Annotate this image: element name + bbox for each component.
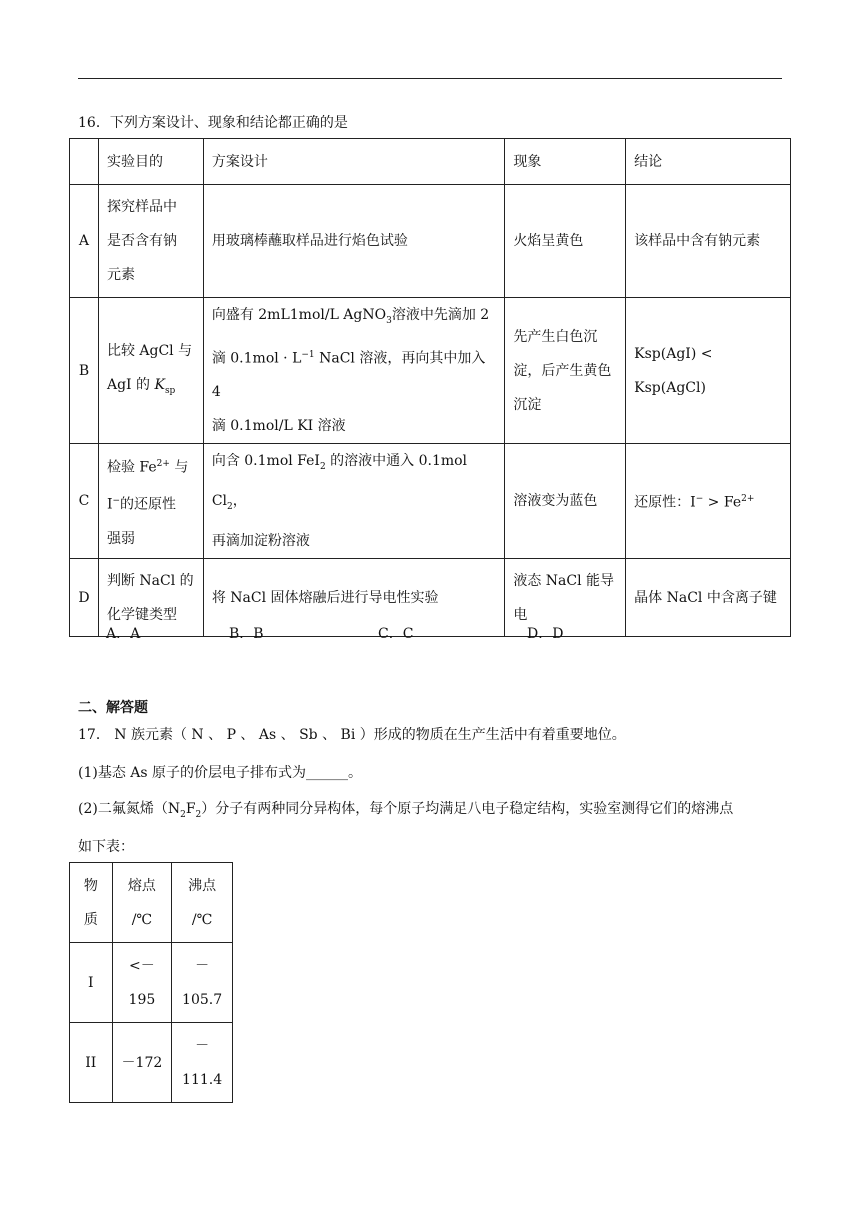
question-17-part-1: (1)基态 As 原子的价层电子排布式为______。: [78, 765, 363, 781]
row-label: B: [70, 298, 99, 444]
header-cell: 方案设计: [203, 139, 505, 185]
phenomenon-cell: 火焰呈黄色: [505, 185, 626, 298]
question-17-stem: 17． N 族元素（ N 、 P 、 As 、 Sb 、 Bi ）形成的物质在生产生活中有着重要地位。: [78, 727, 626, 743]
design-cell: 将 NaCl 固体熔融后进行导电性实验: [203, 559, 505, 637]
question-16-stem: 16．下列方案设计、现象和结论都正确的是: [78, 115, 348, 131]
header-rule: [78, 78, 782, 79]
design-cell: 用玻璃棒蘸取样品进行焰色试验: [203, 185, 505, 298]
table-row: [70, 1023, 233, 1103]
table-row: [70, 943, 233, 1023]
option-d[interactable]: D．D: [527, 626, 564, 642]
conclusion-cell: 该样品中含有钠元素: [626, 185, 791, 298]
header-cell: [70, 139, 99, 185]
conclusion-cell: 还原性：$I^- > Fe^{2+}$: [626, 444, 791, 559]
boiling-point-cell: － 111.4: [172, 1023, 233, 1103]
table-row: [70, 559, 791, 637]
substance-cell: I: [70, 943, 113, 1023]
purpose-cell: 检验 $Fe^{2+}$ 与 I−的还原性 强弱: [98, 444, 203, 559]
design-cell: 向盛有 2mL1mol/L AgNO$_3$溶液中先滴加 2 滴 $0.1mol \cdot L^{-1}$ NaCl 溶液，再向其中加入 4 滴 0.1mol/L KI 溶液: [203, 298, 505, 444]
table-row: [70, 444, 791, 559]
table-header-row: [70, 139, 791, 185]
row-label: D: [70, 559, 99, 637]
header-cell: 结论: [626, 139, 791, 185]
table-row: [70, 298, 791, 444]
row-label: C: [70, 444, 99, 559]
header-cell: 沸点 /℃: [172, 863, 233, 943]
row-label: A: [70, 185, 99, 298]
phenomenon-cell: 液态 NaCl 能导 电: [505, 559, 626, 637]
question-16-table: [69, 138, 791, 637]
option-b[interactable]: B．B: [229, 626, 264, 642]
conclusion-cell: Ksp(AgI) < Ksp(AgCl): [626, 298, 791, 444]
substance-cell: II: [70, 1023, 113, 1103]
table-row: [70, 185, 791, 298]
purpose-cell: 探究样品中 是否含有钠 元素: [98, 185, 203, 298]
option-a[interactable]: A．A: [106, 626, 141, 642]
header-cell: 熔点 /℃: [112, 863, 172, 943]
header-cell: 物 质: [70, 863, 113, 943]
melting-point-cell: <－ 195: [112, 943, 172, 1023]
purpose-cell: 比较 AgCl 与 AgI 的 $K_{sp}$: [98, 298, 203, 444]
phenomenon-cell: 溶液变为蓝色: [505, 444, 626, 559]
section-heading: 二、解答题: [78, 700, 148, 716]
header-cell: 现象: [505, 139, 626, 185]
design-cell: 向含 0.1mol FeI$_2$ 的溶液中通入 0.1mol $Cl_2$， 再滴加淀粉溶液: [203, 444, 505, 559]
option-c[interactable]: C．C: [378, 626, 414, 642]
conclusion-cell: 晶体 NaCl 中含离子键: [626, 559, 791, 637]
boiling-point-cell: － 105.7: [172, 943, 233, 1023]
n2f2-properties-table: [69, 862, 233, 1103]
header-cell: 实验目的: [98, 139, 203, 185]
question-17-part-2-cont: 如下表：: [78, 839, 134, 855]
melting-point-cell: －172: [112, 1023, 172, 1103]
purpose-cell: 判断 NaCl 的 化学键类型: [98, 559, 203, 637]
question-17-part-2: (2)二氟氮烯$(N_2F_2)$分子有两种同分异构体，每个原子均满足八电子稳定结构，实验室测得它们的熔沸点: [78, 801, 734, 820]
table-header-row: [70, 863, 233, 943]
phenomenon-cell: 先产生白色沉 淀，后产生黄色 沉淀: [505, 298, 626, 444]
